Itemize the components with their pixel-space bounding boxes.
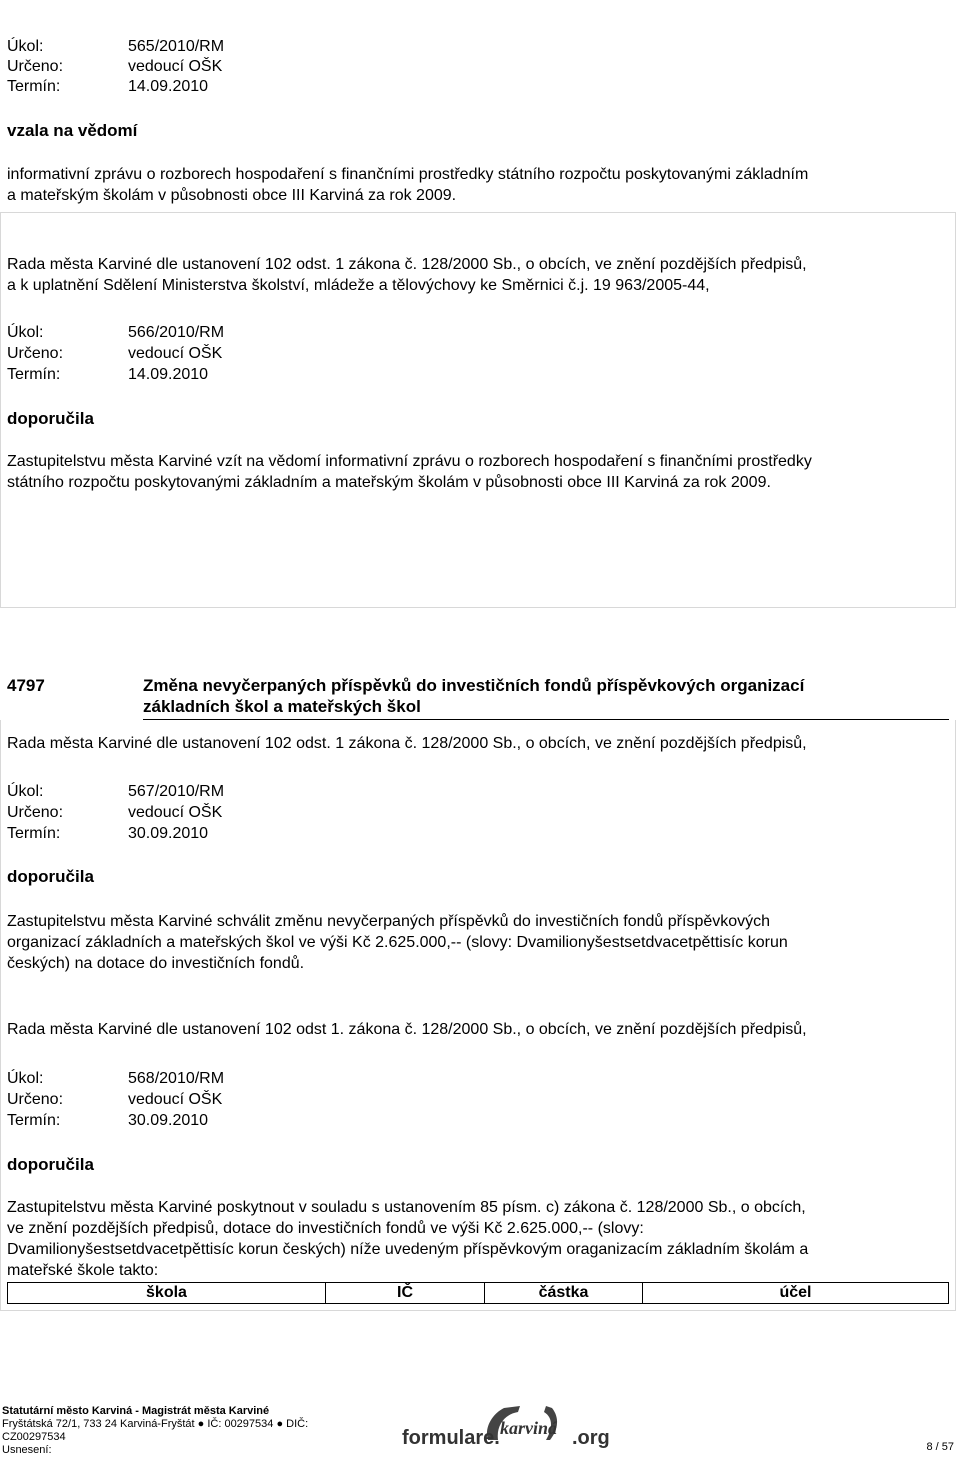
item-number: 4797 bbox=[7, 676, 45, 695]
urceno-value: vedoucí OŠK bbox=[128, 1091, 223, 1108]
text-line: Rada města Karviné dle ustanovení 102 odst. 1 zákona č. 128/2000 Sb., o obcích, ve znění pozdějších předpisů, bbox=[7, 256, 807, 273]
text-line: a mateřským školám v působnosti obce III Karviná za rok 2009. bbox=[7, 187, 457, 204]
formulare-logo bbox=[400, 1400, 620, 1452]
termin-value: 30.09.2010 bbox=[128, 1112, 209, 1129]
termin-label: Termín: bbox=[7, 825, 61, 842]
ukol-value: 568/2010/RM bbox=[128, 1070, 225, 1087]
text-line: Zastupitelstvu města Karviné schválit změnu nevyčerpaných příspěvků do investičních fondů příspěvkových bbox=[7, 913, 771, 930]
urceno-label: Určeno: bbox=[7, 345, 64, 362]
footer-address: Fryštátská 72/1, 733 24 Karviná-Fryštát ● IČ: 00297534 ● DIČ: bbox=[2, 1418, 309, 1430]
text-line: Zastupitelstvu města Karviné poskytnout v souladu s ustanovením 85 písm. c) zákona č. 128/2000 Sb., o obcích, bbox=[7, 1199, 806, 1216]
page-number: 8 / 57 bbox=[926, 1441, 954, 1453]
column-header-ucel: účel bbox=[643, 1283, 949, 1304]
action-heading: doporučila bbox=[7, 1155, 94, 1174]
urceno-value: vedoucí OŠK bbox=[128, 58, 223, 75]
ukol-label: Úkol: bbox=[7, 1070, 44, 1087]
ukol-label: Úkol: bbox=[7, 324, 44, 341]
rada-statement: Rada města Karviné dle ustanovení 102 odst 1. zákona č. 128/2000 Sb., o obcích, ve znění pozdějších předpisů, bbox=[7, 1021, 807, 1038]
urceno-label: Určeno: bbox=[7, 804, 64, 821]
footer-dic: CZ00297534 bbox=[2, 1431, 66, 1443]
text-line: mateřské škole takto: bbox=[7, 1262, 159, 1279]
resolution-text bbox=[7, 451, 812, 493]
termin-value: 14.09.2010 bbox=[128, 78, 209, 95]
urceno-label: Určeno: bbox=[7, 1091, 64, 1108]
termin-label: Termín: bbox=[7, 366, 61, 383]
rada-statement: Rada města Karviné dle ustanovení 102 odst. 1 zákona č. 128/2000 Sb., o obcích, ve znění pozdějších předpisů, bbox=[7, 735, 807, 752]
column-header-skola: škola bbox=[8, 1283, 326, 1304]
ukol-label: Úkol: bbox=[7, 783, 44, 800]
column-header-ic: IČ bbox=[326, 1283, 485, 1304]
ukol-label: Úkol: bbox=[7, 38, 44, 55]
column-header-castka: částka bbox=[485, 1283, 643, 1304]
rada-statement bbox=[7, 254, 807, 296]
urceno-value: vedoucí OŠK bbox=[128, 345, 223, 362]
text-line: Dvamilionyšestsetdvacetpěttisíc korun českých) níže uvedeným příspěvkovým oraganizacím základním školám a bbox=[7, 1241, 809, 1258]
termin-value: 14.09.2010 bbox=[128, 366, 209, 383]
termin-label: Termín: bbox=[7, 78, 61, 95]
action-heading: vzala na vědomí bbox=[7, 121, 138, 140]
item-title-line: základních škol a mateřských škol bbox=[143, 697, 421, 716]
logo-text-left: formulare. bbox=[402, 1427, 500, 1449]
text-line: ve znění pozdějších předpisů, dotace do investičních fondů ve výši Kč 2.625.000,-- (slovy: bbox=[7, 1220, 644, 1237]
text-line: a k uplatnění Sdělení Ministerstva školství, mládeže a tělovýchovy ke Směrnici č.j. 19 963/2005-44, bbox=[7, 277, 710, 294]
resolution-text bbox=[7, 1197, 808, 1281]
text-line: státního rozpočtu poskytovanými základním a mateřským školám v působnosti obce III Karviná za rok 2009. bbox=[7, 474, 771, 491]
action-heading: doporučila bbox=[7, 867, 94, 886]
footer-org: Statutární město Karviná - Magistrát města Karviné bbox=[2, 1405, 270, 1417]
urceno-value: vedoucí OŠK bbox=[128, 804, 223, 821]
logo-text-right: .org bbox=[572, 1427, 610, 1449]
urceno-label: Určeno: bbox=[7, 58, 64, 75]
item-title-line: Změna nevyčerpaných příspěvků do investičních fondů příspěvkových organizací bbox=[143, 676, 805, 695]
ukol-value: 565/2010/RM bbox=[128, 38, 225, 55]
resolution-text bbox=[7, 164, 808, 206]
text-line: organizací základních a mateřských škol ve výši Kč 2.625.000,-- (slovy: Dvamilionyšestsetdvacetpěttisíc korun bbox=[7, 934, 788, 951]
footer-usneseni: Usnesení: bbox=[2, 1444, 52, 1456]
resolution-block-565 bbox=[0, 0, 960, 210]
table-header-row bbox=[8, 1283, 949, 1304]
resolution-text bbox=[7, 911, 788, 974]
action-heading: doporučila bbox=[7, 409, 94, 428]
text-line: českých) na dotace do investičních fondů. bbox=[7, 955, 305, 972]
schools-table bbox=[7, 1282, 949, 1304]
ukol-value: 567/2010/RM bbox=[128, 783, 225, 800]
termin-label: Termín: bbox=[7, 1112, 61, 1129]
text-line: informativní zprávu o rozborech hospodaření s finančními prostředky státního rozpočtu poskytovanými základním bbox=[7, 166, 809, 183]
text-line: Zastupitelstvu města Karviné vzít na vědomí informativní zprávu o rozborech hospodaření s finančními prostředky bbox=[7, 453, 812, 470]
logo-graphic bbox=[400, 1400, 620, 1452]
ukol-value: 566/2010/RM bbox=[128, 324, 225, 341]
logo-text-mid: karviná bbox=[500, 1418, 558, 1438]
termin-value: 30.09.2010 bbox=[128, 825, 209, 842]
